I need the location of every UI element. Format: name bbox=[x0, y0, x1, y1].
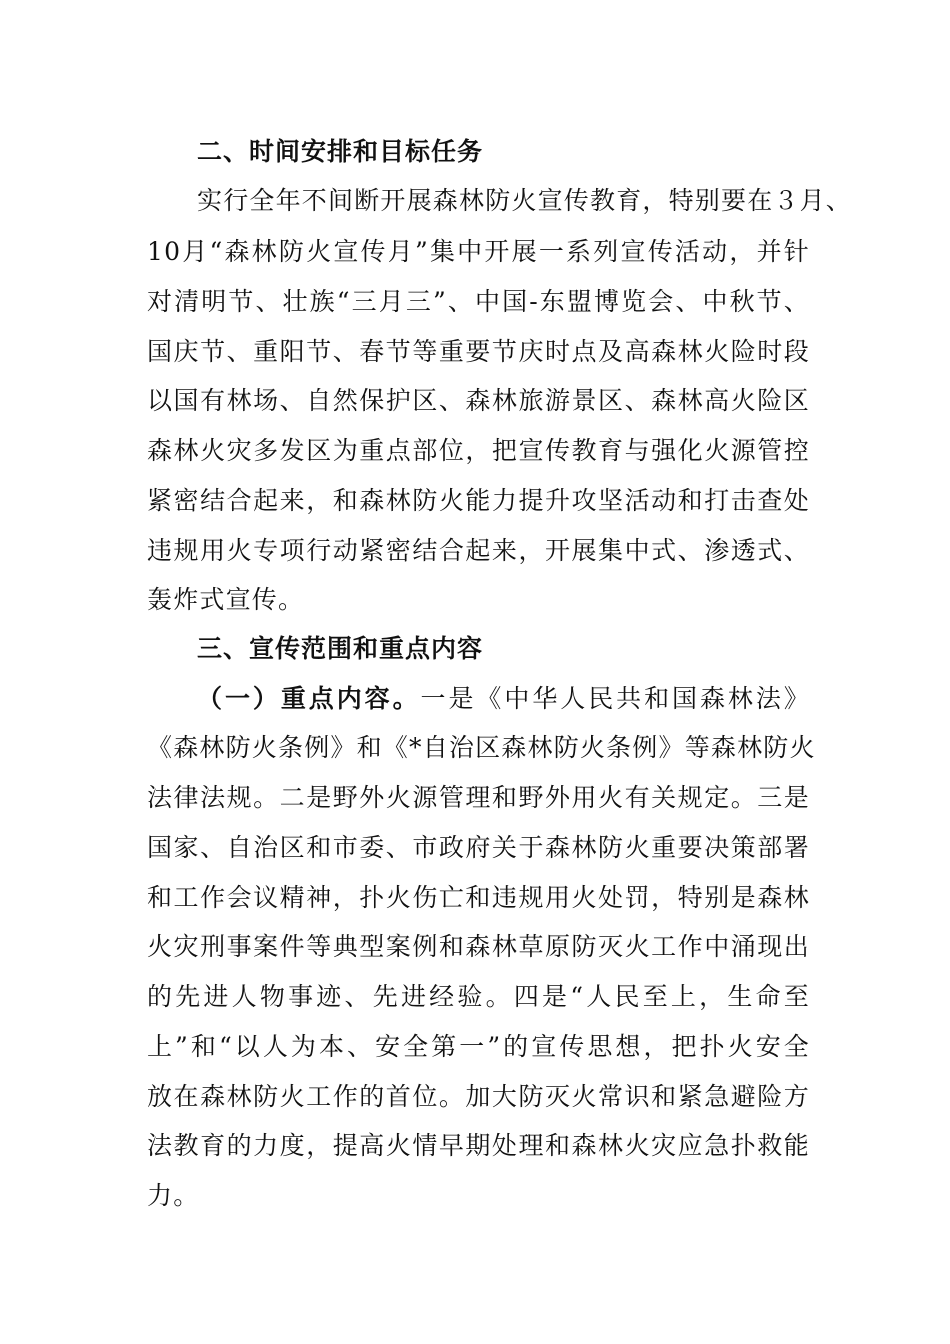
paragraph-line: 国家、自治区和市委、市政府关于森林防火重要决策部署 bbox=[147, 833, 810, 862]
paragraph-line: 森林火灾多发区为重点部位，把宣传教育与强化火源管控 bbox=[147, 436, 810, 465]
paragraph-line: 国庆节、重阳节、春节等重要节庆时点及高森林火险时段 bbox=[147, 337, 810, 366]
paragraph-line: 火灾刑事案件等典型案例和森林草原防灭火工作中涌现出 bbox=[147, 932, 810, 961]
paragraph-line: 以国有林场、自然保护区、森林旅游景区、森林高火险区 bbox=[147, 386, 810, 415]
paragraph-line: 和工作会议精神，扑火伤亡和违规用火处罚，特别是森林 bbox=[147, 883, 810, 912]
subsection-first-line bbox=[197, 682, 810, 716]
paragraph-line: 法教育的力度，提高火情早期处理和森林火灾应急扑救能 bbox=[147, 1131, 810, 1160]
subsection-first-line-text: 一是《中华人民共和国森林法》 bbox=[420, 684, 810, 713]
paragraph-line: 紧密结合起来，和森林防火能力提升攻坚活动和打击查处 bbox=[147, 486, 810, 515]
paragraph-line: 的先进人物事迹、先进经验。四是“人民至上，生命至 bbox=[147, 982, 810, 1011]
paragraph-line-last: 力。 bbox=[147, 1181, 200, 1210]
paragraph-line: 放在森林防火工作的首位。加大防灭火常识和紧急避险方 bbox=[147, 1082, 810, 1111]
subsection-label: （一）重点内容。 bbox=[197, 684, 421, 713]
paragraph-line: 对清明节、壮族“三月三”、中国-东盟博览会、中秋节、 bbox=[147, 287, 810, 316]
paragraph-line: 10月“森林防火宣传月”集中开展一系列宣传活动，并针 bbox=[147, 237, 810, 266]
paragraph-line: 实行全年不间断开展森林防火宣传教育，特别要在３月、 bbox=[197, 186, 853, 215]
paragraph-line: 上”和“以人为本、安全第一”的宣传思想，把扑火安全 bbox=[147, 1032, 810, 1061]
paragraph-line: 《森林防火条例》和《*自治区森林防火条例》等森林防火 bbox=[147, 733, 816, 762]
paragraph-line-last: 轰炸式宣传。 bbox=[147, 585, 305, 614]
paragraph-line: 违规用火专项行动紧密结合起来，开展集中式、渗透式、 bbox=[147, 536, 810, 565]
section-2-heading: 二、时间安排和目标任务 bbox=[197, 137, 484, 166]
paragraph-line: 法律法规。二是野外火源管理和野外用火有关规定。三是 bbox=[147, 783, 810, 812]
section-3-heading: 三、宣传范围和重点内容 bbox=[197, 634, 484, 663]
